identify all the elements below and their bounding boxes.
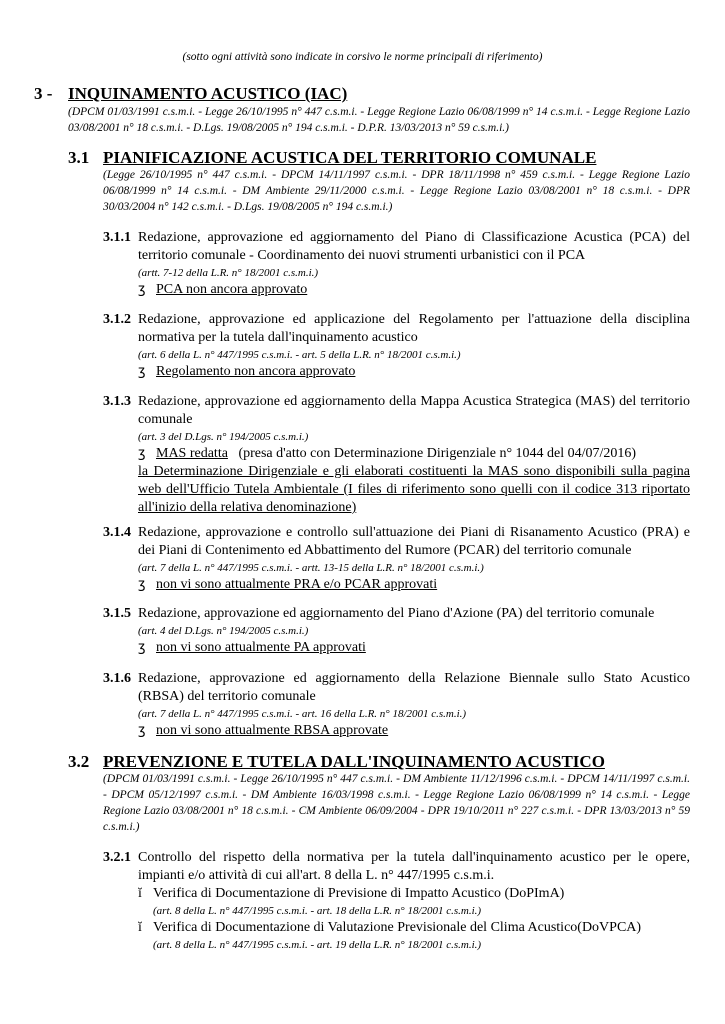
- item-number: 3.1.6: [103, 671, 131, 686]
- item-text: Redazione, approvazione ed aggiornamento della Mappa Acustica Strategica (MAS) del territorio comunale: [138, 394, 690, 427]
- check-mark-icon: ĭ: [138, 920, 142, 935]
- item-citation: (art. 6 della L. n° 447/1995 c.s.m.i. - art. 5 della L.R. n° 18/2001 c.s.m.i.): [138, 349, 461, 361]
- section-3-1-title: PIANIFICAZIONE ACUSTICA DEL TERRITORIO COMUNALE: [103, 148, 597, 167]
- item-3-2-1: [103, 849, 690, 953]
- check-mark-icon: ʒ: [138, 640, 146, 655]
- item-3-1-5: [103, 605, 690, 657]
- bullet-item: [138, 885, 690, 903]
- item-text: Redazione, approvazione e controllo sull'attuazione dei Piani di Risanamento Acustico (PRA) e dei Piani di Contenimento ed Abbattimento del Rumore (PCAR) del territorio comunale: [138, 525, 690, 558]
- check-mark-icon: ĭ: [138, 886, 142, 901]
- status-text: PCA non ancora approvato: [156, 282, 308, 297]
- item-3-1-6: [103, 670, 690, 740]
- section-3-1-heading: [68, 148, 596, 168]
- item-text: Redazione, approvazione ed applicazione del Regolamento per l'attuazione della disciplina normativa per la tutela dall'inquinamento acustico: [138, 312, 690, 345]
- section-3-1-number: 3.1: [68, 148, 90, 167]
- status-text: non vi sono attualmente PRA e/o PCAR approvati: [156, 577, 438, 592]
- item-number: 3.1.1: [103, 230, 131, 245]
- bullet-text: Verifica di Documentazione di Valutazione Previsionale del Clima Acustico(DoVPCA): [153, 920, 642, 935]
- check-mark-icon: ʒ: [138, 723, 146, 738]
- section-3-2-references: (DPCM 01/03/1991 c.s.m.i. - Legge 26/10/1995 n° 447 c.s.m.i. - DM Ambiente 11/12/1996 c.s.m.i. - DPCM 14/11/1997 c.s.m.i. - DPCM 05/12/1997 c.s.m.i. - DM Ambiente 16/03/1998 c.s.m.i. - Legge Regione Lazio 06/08/1999 n° 14 c.s.m.i. - Legge Regione Lazio 03/08/2001 n° 18 c.s.m.i. - CM Ambiente 06/09/2004 - DPR 19/10/2011 n° 227 c.s.m.i. - DPR 13/03/2013 n° 59 c.s.m.i.): [103, 773, 690, 833]
- item-status: [138, 722, 690, 740]
- item-number: 3.1.3: [103, 394, 131, 409]
- section-3-1-references: (Legge 26/10/1995 n° 447 c.s.m.i. - DPCM 14/11/1997 c.s.m.i. - DPR 18/11/1998 n° 459 c.s.m.i. - Legge Regione Lazio 06/08/1999 n° 14 c.s.m.i. - DM Ambiente 29/11/2000 c.s.m.i. - Legge Regione Lazio 03/08/2001 n° 18 c.s.m.i. - DPR 30/03/2004 n° 142 c.s.m.i. - D.Lgs. 19/08/2005 n° 194 c.s.m.i.): [103, 169, 690, 213]
- item-citation: (art. 4 del D.Lgs. n° 194/2005 c.s.m.i.): [138, 625, 309, 637]
- section-3-title: INQUINAMENTO ACUSTICO (IAC): [68, 84, 348, 103]
- item-citation: (artt. 7-12 della L.R. n° 18/2001 c.s.m.i.): [138, 267, 319, 279]
- item-text: Redazione, approvazione ed aggiornamento del Piano di Classificazione Acustica (PCA) del territorio comunale - Coordinamento dei nuovi strumenti urbanistici con il PCA: [138, 230, 690, 263]
- header-note: (sotto ogni attività sono indicate in corsivo le norme principali di riferimento): [182, 51, 543, 63]
- item-status: [138, 281, 690, 299]
- item-citation: (art. 7 della L. n° 447/1995 c.s.m.i. - artt. 13-15 della L.R. n° 18/2001 c.s.m.i.): [138, 562, 484, 574]
- status-note: (presa d'atto con Determinazione Dirigenziale n° 1044 del 04/07/2016): [238, 446, 637, 461]
- status-text: non vi sono attualmente PA approvati: [156, 640, 366, 655]
- section-3-2-title: PREVENZIONE E TUTELA DALL'INQUINAMENTO ACUSTICO: [103, 752, 605, 771]
- check-mark-icon: ʒ: [138, 446, 146, 461]
- section-3-2-heading: [68, 752, 605, 772]
- mas-availability-note: la Determinazione Dirigenziale e gli elaborati costituenti la MAS sono disponibili sulla pagina web dell'Ufficio Tutela Ambientale (I files di riferimento sono quelli con il codice 313 riportato all'inizio della relativa denominazione): [138, 464, 690, 515]
- check-mark-icon: ʒ: [138, 282, 146, 297]
- item-status: [138, 445, 690, 463]
- item-status: [138, 639, 690, 657]
- item-text: Redazione, approvazione ed aggiornamento della Relazione Biennale sullo Stato Acustico (RBSA) del territorio comunale: [138, 671, 690, 704]
- item-number: 3.1.2: [103, 312, 131, 327]
- item-text: Controllo del rispetto della normativa per la tutela dall'inquinamento acustico per le opere, impianti e/o attività di cui all'art. 8 della L. n° 447/1995 c.s.m.i.: [138, 850, 690, 883]
- item-status: [138, 363, 690, 381]
- check-mark-icon: ʒ: [138, 364, 146, 379]
- status-text: MAS redatta: [156, 446, 228, 461]
- item-3-1-4: [103, 524, 690, 594]
- item-3-1-1: [103, 229, 690, 299]
- item-status: [138, 576, 690, 594]
- section-3-heading: [34, 84, 347, 104]
- item-citation: (art. 7 della L. n° 447/1995 c.s.m.i. - art. 16 della L.R. n° 18/2001 c.s.m.i.): [138, 708, 467, 720]
- item-number: 3.1.4: [103, 525, 131, 540]
- item-citation: (art. 3 del D.Lgs. n° 194/2005 c.s.m.i.): [138, 431, 309, 443]
- item-3-1-3: [103, 393, 690, 517]
- item-3-1-2: [103, 311, 690, 381]
- bullet-citation: (art. 8 della L. n° 447/1995 c.s.m.i. - art. 19 della L.R. n° 18/2001 c.s.m.i.): [153, 939, 482, 951]
- bullet-citation: (art. 8 della L. n° 447/1995 c.s.m.i. - art. 18 della L.R. n° 18/2001 c.s.m.i.): [153, 905, 482, 917]
- check-mark-icon: ʒ: [138, 577, 146, 592]
- status-text: non vi sono attualmente RBSA approvate: [156, 723, 389, 738]
- section-3-references: (DPCM 01/03/1991 c.s.m.i. - Legge 26/10/1995 n° 447 c.s.m.i. - Legge Regione Lazio 06/08/1999 n° 14 c.s.m.i. - Legge Regione Lazio 03/08/2001 n° 18 c.s.m.i. - D.Lgs. 19/08/2005 n° 194 c.s.m.i. - D.P.R. 13/03/2013 n° 59 c.s.m.i.): [68, 106, 690, 134]
- item-number: 3.2.1: [103, 850, 131, 865]
- item-number: 3.1.5: [103, 606, 131, 621]
- bullet-item: [138, 919, 690, 937]
- status-text: Regolamento non ancora approvato: [156, 364, 356, 379]
- bullet-text: Verifica di Documentazione di Previsione di Impatto Acustico (DoPImA): [153, 886, 565, 901]
- item-text: Redazione, approvazione ed aggiornamento del Piano d'Azione (PA) del territorio comunale: [138, 606, 655, 621]
- section-3-number: 3 -: [34, 84, 53, 103]
- section-3-2-number: 3.2: [68, 752, 90, 771]
